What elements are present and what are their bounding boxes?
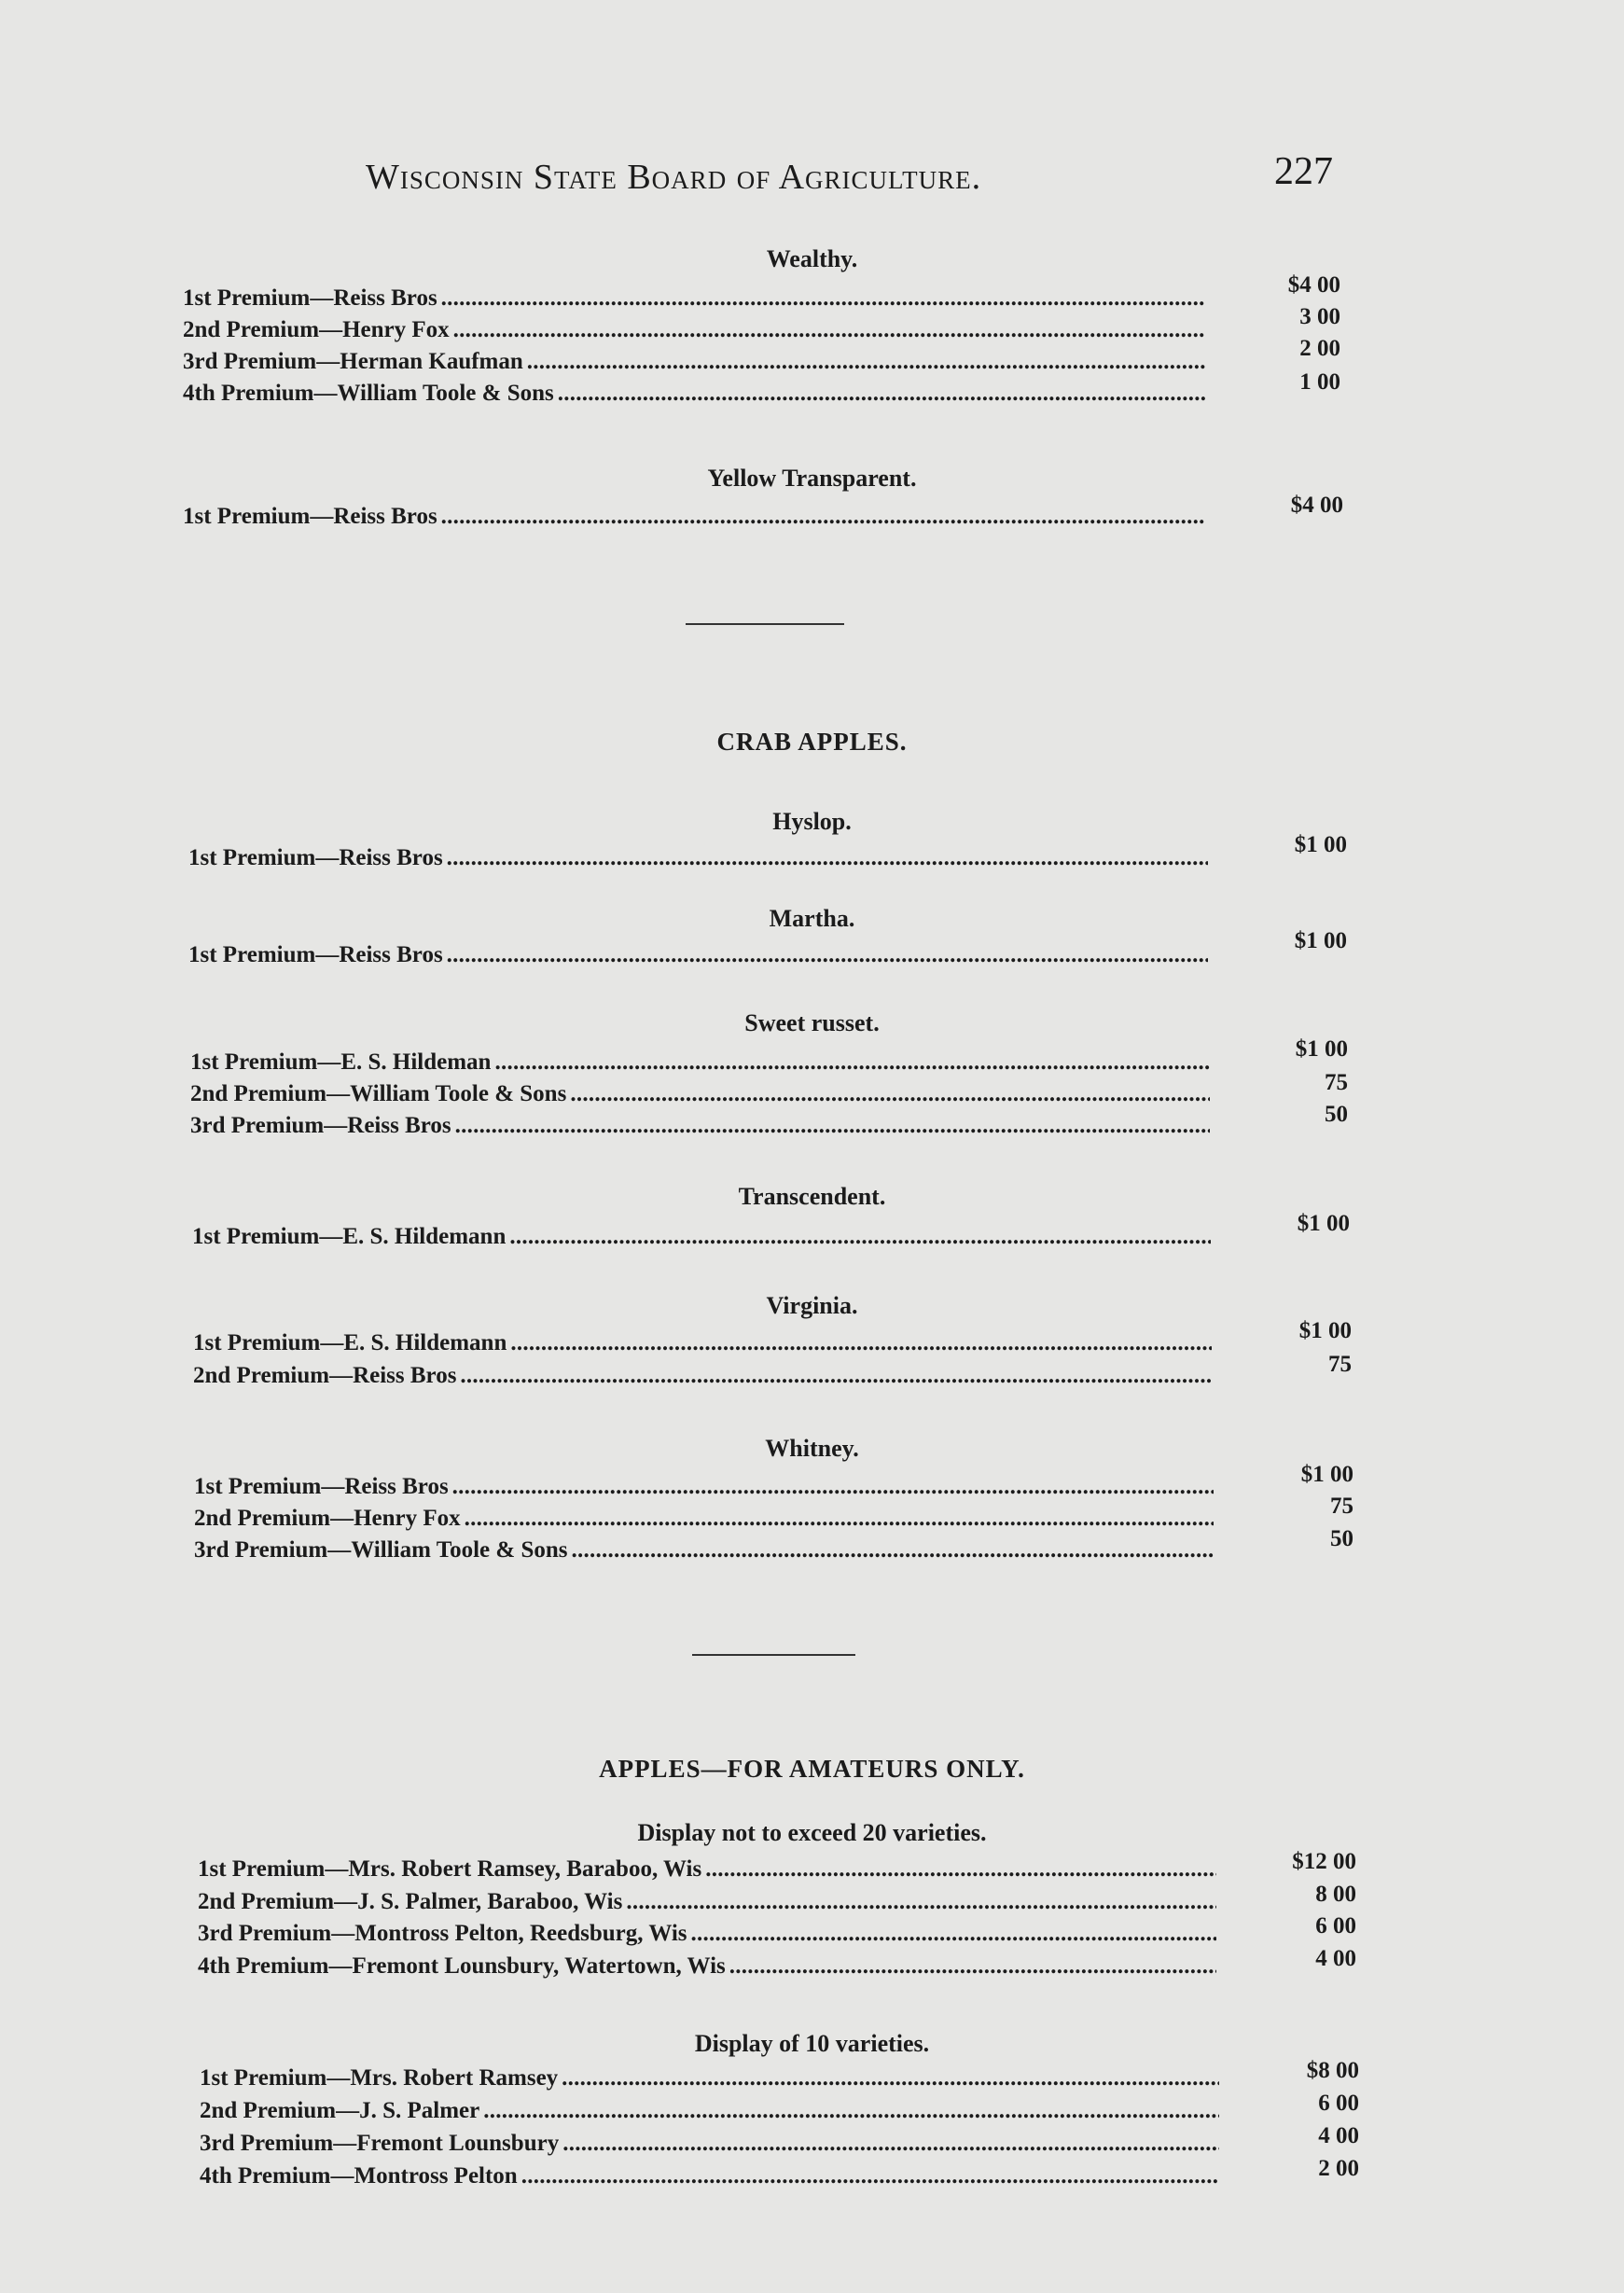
entry-label: 2nd Premium—J. S. Palmer, Baraboo, Wis <box>198 1889 623 1914</box>
entry-label: 1st Premium—Reiss Bros <box>183 504 437 529</box>
entry-label: 3rd Premium—Reiss Bros <box>190 1113 451 1138</box>
entry-label: 4th Premium—Montross Pelton <box>200 2163 518 2189</box>
list-item <box>198 1856 1226 1888</box>
dot-leader <box>453 317 1205 343</box>
subsection-title-display-20: Display not to exceed 20 varieties. <box>637 1819 987 1846</box>
list-item <box>198 1889 1226 1921</box>
list-item <box>198 1953 1226 1985</box>
entry-label: 1st Premium—Reiss Bros <box>194 1474 449 1499</box>
entry-label: 1st Premium—Reiss Bros <box>188 845 443 870</box>
dot-leader <box>455 1113 1210 1139</box>
dot-leader <box>572 1537 1214 1563</box>
entry-label: 1st Premium—Mrs. Robert Ramsey, Baraboo, Wis <box>198 1856 702 1882</box>
entry-amount: 6 00 <box>1315 1913 1356 1939</box>
entry-label: 1st Premium—E. S. Hildemann <box>192 1224 507 1249</box>
dot-leader <box>521 2163 1219 2189</box>
dot-leader <box>558 381 1205 407</box>
list-item <box>183 349 1215 381</box>
entry-amount: 6 00 <box>1318 2091 1359 2116</box>
list-item <box>198 1921 1226 1953</box>
section-divider <box>686 623 844 625</box>
dot-leader <box>527 349 1205 375</box>
page-header <box>0 149 1624 205</box>
dot-leader <box>460 1363 1212 1389</box>
entry-label: 3rd Premium—Herman Kaufman <box>183 349 523 374</box>
dot-leader <box>509 1224 1211 1250</box>
variety-title-virginia: Virginia. <box>766 1292 858 1319</box>
entry-label: 2nd Premium—Reiss Bros <box>193 1363 457 1388</box>
entry-amount: 8 00 <box>1315 1882 1356 1907</box>
dot-leader <box>705 1856 1216 1883</box>
variety-title-transcendent: Transcendent. <box>738 1183 886 1210</box>
entry-label: 4th Premium—Fremont Lounsbury, Watertown, Wis <box>198 1953 726 1979</box>
entry-amount: 3 00 <box>1299 304 1340 329</box>
entry-amount: $8 00 <box>1306 2058 1359 2083</box>
variety-title-whitney: Whitney. <box>765 1435 859 1462</box>
list-item <box>192 1224 1220 1256</box>
list-item <box>183 317 1215 349</box>
section-title-amateurs: APPLES—FOR AMATEURS ONLY. <box>599 1755 1025 1783</box>
entry-amount: $1 00 <box>1294 928 1347 953</box>
entry-amount: $12 00 <box>1292 1849 1356 1874</box>
dot-leader <box>494 1049 1210 1076</box>
list-item <box>194 1506 1223 1537</box>
entry-label: 2nd Premium—J. S. Palmer <box>200 2098 480 2123</box>
list-item <box>190 1113 1219 1145</box>
entry-amount: 2 00 <box>1318 2156 1359 2181</box>
entry-amount: $1 00 <box>1300 1462 1353 1487</box>
entry-amount: $1 00 <box>1298 1318 1352 1343</box>
dot-leader <box>562 2131 1219 2157</box>
entry-amount: $4 00 <box>1290 493 1343 518</box>
entry-label: 1st Premium—E. S. Hildemann <box>193 1330 507 1355</box>
dot-leader <box>441 504 1205 530</box>
section-divider <box>692 1654 855 1656</box>
variety-title-wealthy: Wealthy. <box>766 245 858 272</box>
dot-leader <box>570 1081 1210 1107</box>
entry-amount: $1 00 <box>1295 1036 1348 1062</box>
list-item <box>200 2131 1228 2162</box>
entry-amount: 75 <box>1325 1070 1348 1095</box>
dot-leader <box>447 942 1208 968</box>
variety-title-sweet-russet: Sweet russet. <box>744 1009 880 1036</box>
list-item <box>193 1330 1221 1362</box>
entry-label: 4th Premium—William Toole & Sons <box>183 381 554 406</box>
list-item <box>183 504 1215 535</box>
subsection-title-display-10: Display of 10 varieties. <box>694 2030 930 2057</box>
entry-amount: $1 00 <box>1294 832 1347 857</box>
entry-amount: $4 00 <box>1287 272 1340 298</box>
page-number: 227 <box>1274 150 1333 193</box>
list-item <box>194 1474 1223 1506</box>
entry-label: 3rd Premium—Montross Pelton, Reedsburg, Wis <box>198 1921 687 1946</box>
dot-leader <box>483 2098 1219 2124</box>
section-title-crab-apples: CRAB APPLES. <box>716 728 908 756</box>
dot-leader <box>626 1889 1216 1915</box>
entry-amount: 1 00 <box>1299 369 1340 395</box>
entry-amount: $1 00 <box>1297 1211 1350 1236</box>
entry-label: 1st Premium—Mrs. Robert Ramsey <box>200 2065 559 2091</box>
variety-title-yellow-transparent: Yellow Transparent. <box>707 465 917 492</box>
list-item <box>193 1363 1221 1395</box>
dot-leader <box>691 1921 1216 1947</box>
list-item <box>200 2098 1228 2130</box>
entry-amount: 4 00 <box>1318 2123 1359 2148</box>
entry-amount: 50 <box>1330 1526 1353 1551</box>
entry-amount: 75 <box>1330 1494 1353 1519</box>
list-item <box>190 1049 1219 1081</box>
entry-label: 1st Premium—E. S. Hildeman <box>190 1049 492 1075</box>
entry-label: 1st Premium—Reiss Bros <box>188 942 443 967</box>
dot-leader <box>452 1474 1214 1500</box>
entry-label: 2nd Premium—William Toole & Sons <box>190 1081 567 1106</box>
entry-amount: 50 <box>1325 1102 1348 1127</box>
list-item <box>188 942 1217 974</box>
list-item <box>190 1081 1219 1113</box>
list-item <box>200 2163 1228 2195</box>
list-item <box>183 381 1215 412</box>
entry-amount: 2 00 <box>1299 336 1340 361</box>
running-title: Wisconsin State Board of Agriculture. <box>366 158 982 197</box>
dot-leader <box>465 1506 1214 1532</box>
entry-label: 3rd Premium—Fremont Lounsbury <box>200 2131 560 2156</box>
dot-leader <box>447 845 1208 871</box>
dot-leader <box>441 285 1205 312</box>
list-item <box>188 845 1217 877</box>
entry-label: 2nd Premium—Henry Fox <box>183 317 450 342</box>
variety-title-hyslop: Hyslop. <box>772 808 852 835</box>
variety-title-martha: Martha. <box>769 905 855 932</box>
dot-leader <box>562 2065 1219 2091</box>
entry-label: 3rd Premium—William Toole & Sons <box>194 1537 568 1563</box>
list-item <box>200 2065 1228 2097</box>
list-item <box>194 1537 1223 1569</box>
dot-leader <box>729 1953 1216 1980</box>
entry-label: 2nd Premium—Henry Fox <box>194 1506 461 1531</box>
list-item <box>183 285 1215 317</box>
dot-leader <box>510 1330 1212 1356</box>
entry-amount: 75 <box>1328 1352 1352 1377</box>
entry-amount: 4 00 <box>1315 1946 1356 1971</box>
entry-label: 1st Premium—Reiss Bros <box>183 285 437 311</box>
